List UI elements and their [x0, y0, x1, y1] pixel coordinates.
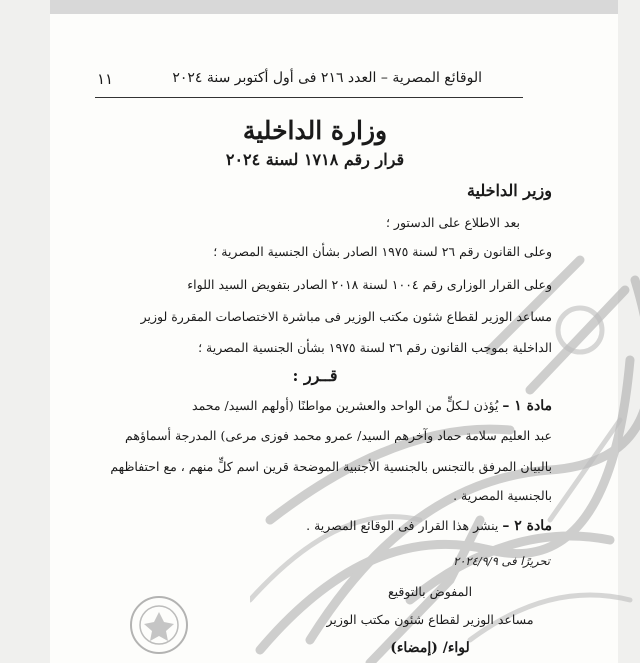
issuer-heading: وزير الداخلية: [466, 181, 552, 200]
article-1-line: عبد العليم سلامة حماد وآخرهم السيد/ عمرو محمد فوزى مرعى) المدرجة أسماؤهم: [125, 428, 552, 443]
issue-date: تحريرًا فى ٢٠٢٤/٩/٩: [453, 554, 550, 568]
scan-border-top: [0, 0, 640, 14]
preamble-line: وعلى القرار الوزارى رقم ١٠٠٤ لسنة ٢٠١٨ الصادر بتفويض السيد اللواء: [187, 277, 552, 292]
article-1-line: بالجنسية المصرية .: [453, 488, 552, 503]
scan-border-left: [0, 0, 50, 663]
article-2-label: مادة ٢ –: [502, 518, 552, 534]
running-head: الوقائع المصرية – العدد ٢١٦ فى أول أكتوبر سنة ٢٠٢٤: [172, 70, 482, 86]
article-2-line: [306, 518, 552, 534]
decides-heading: قــرر :: [292, 366, 338, 385]
signature-delegate: المفوض بالتوقيع: [387, 584, 473, 599]
preamble-line: الداخلية بموجب القانون رقم ٢٦ لسنة ١٩٧٥ بشأن الجنسية المصرية ؛: [198, 340, 552, 355]
signature-title: مساعد الوزير لقطاع شئون مكتب الوزير: [326, 612, 534, 627]
preamble-line: بعد الاطلاع على الدستور ؛: [385, 215, 520, 230]
article-1-line: بالبيان المرفق بالتجنس بالجنسية الأجنبية الموضحة قرين اسم كلٍّ منهم ، مع احتفاظهم: [110, 459, 552, 474]
article-1-label: مادة ١ –: [502, 398, 552, 414]
preamble-line: وعلى القانون رقم ٢٦ لسنة ١٩٧٥ الصادر بشأن الجنسية المصرية ؛: [213, 244, 552, 259]
official-seal-icon: [128, 594, 190, 656]
article-2-text: ينشر هذا القرار فى الوقائع المصرية .: [306, 518, 499, 533]
signature-rank: لواء/ (إمضاء): [390, 640, 470, 656]
article-1-line: [192, 398, 552, 414]
ministry-title: وزارة الداخلية: [242, 116, 388, 145]
decree-title: قرار رقم ١٧١٨ لسنة ٢٠٢٤: [225, 150, 405, 169]
article-1-text: يُؤذن لـكلٍّ من الواحد والعشرين مواطنًا (أولهم السيد/ محمد: [192, 398, 499, 413]
page-number: ١١: [97, 70, 114, 88]
header-rule: [95, 97, 523, 98]
preamble-line: مساعد الوزير لقطاع شئون مكتب الوزير فى مباشرة الاختصاصات المقررة لوزير: [140, 309, 552, 324]
